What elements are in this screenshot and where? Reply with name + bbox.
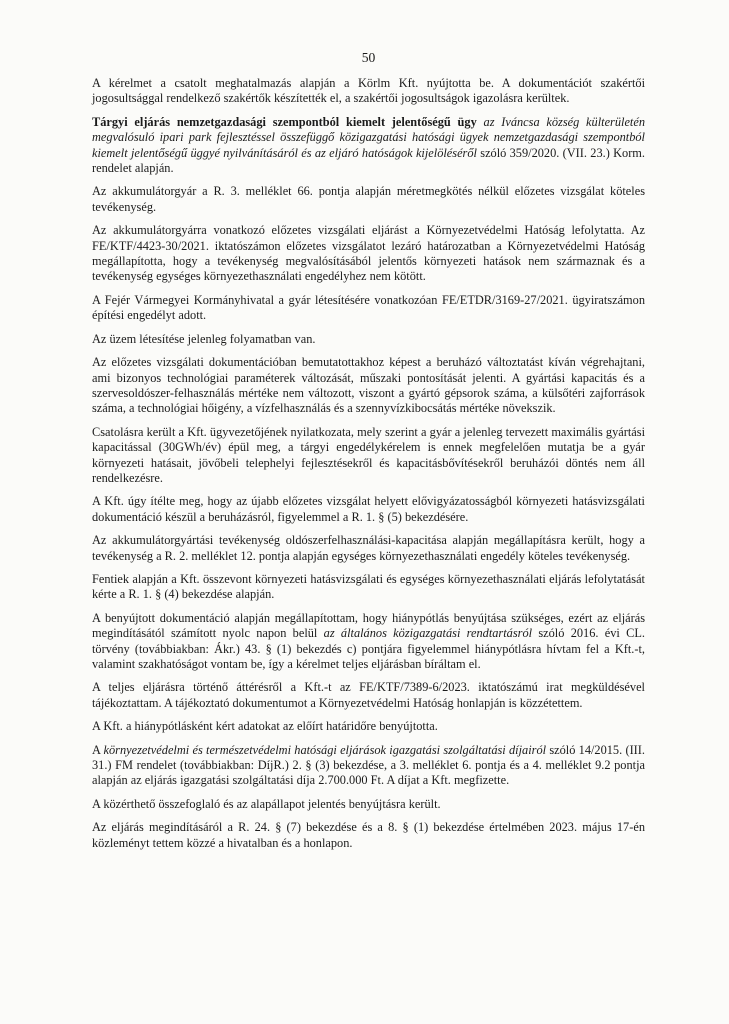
paragraph-6: Az üzem létesítése jelenleg folyamatban van. [92, 331, 316, 346]
paragraph-11: Fentiek alapján a Kft. összevont környezeti hatásvizsgálati és egységes környezethasználati eljárás lefolytatását kérte a R. 1. § (4) bekezdése alapján. [92, 571, 645, 602]
paragraph-14: A Kft. a hiánypótlásként kért adatokat az előírt határidőre benyújtotta. [92, 719, 438, 734]
page-number: 50 [361, 50, 376, 65]
bold-phrase: Tárgyi eljárás nemzetgazdasági szempontból kiemelt jelentőségű ügy [92, 114, 477, 129]
paragraph-1: A kérelmet a csatolt meghatalmazás alapján a Körlm Kft. nyújtotta be. A dokumentációt szakértői jogosultsággal rendelkező szakértők készítették el, a szakértői jogosultságok igazolásra kerültek. [92, 76, 645, 106]
paragraph-5: A Fejér Vármegyei Kormányhivatal a gyár létesítésére vonatkozóan FE/ETDR/3169-27/2021. ügyiratszámon építési engedélyt adott. [92, 292, 645, 323]
paragraph-3: Az akkumulátorgyár a R. 3. melléklet 66. pontja alapján méretmegkötés nélkül előzetes vizsgálat köteles tevékenység. [92, 184, 645, 214]
paragraph-16: A közérthető összefoglaló és az alapállapot jelentés benyújtásra került. [92, 796, 441, 811]
italic-title: környezetvédelmi és természetvédelmi hatósági eljárások igazgatási szolgáltatási díjairól [103, 742, 547, 757]
paragraph-8: Csatolásra került a Kft. ügyvezetőjének nyilatkozata, mely szerint a gyár a jelenleg tervezett maximális gyártási kapacitással (30GWh/év) épül meg, a tárgyi engedélykérelem is ennek megfelelően mutatja be a gyár környezeti hatásait, jövőbeli telephelyi fejlesztésekről és kapacitásbővítésekről beruházói döntés nem áll rendelkezésre. [92, 424, 645, 485]
paragraph-13: A teljes eljárásra történő áttérésről a Kft.-t az FE/KTF/7389-6/2023. iktatószámú irat megküldésével tájékoztattam. A tájékoztató dokumentumot a Környezetvédelmi Hatóság honlapján is közzétettem. [92, 680, 645, 710]
paragraph-7: Az előzetes vizsgálati dokumentációban bemutatottakhoz képest a beruházó változtatást kíván végrehajtani, ami bizonyos technológiai paraméterek változását, műszaki pontosítását jelenti. A gyártási kapacitás és a szervesoldószer-felhasználás mértéke nem változott, viszont a gyártó gépsorok száma, a külsőtéri zajforrások száma, a technológiai hőigény, a vízfelhasználás és a szennyvízkibocsátás mértéke növekszik. [92, 355, 645, 416]
italic-title: az Iváncsa község külterületén megvalósuló ipari park fejlesztéssel összefüggő közigazgatási hatósági ügyek nemzetgazdasági szempontból kiemelt jelentőségű üggyé nyilvánításáról és az eljáró hatóságok kijelöléséről [92, 114, 646, 160]
paragraph-9: A Kft. úgy ítélte meg, hogy az újabb előzetes vizsgálat helyett elővigyázatosságból környezeti hatásvizsgálati dokumentáció készül a beruházásról, figyelemmel a R. 1. § (5) bekezdésére. [92, 494, 645, 524]
paragraph-2: Tárgyi eljárás nemzetgazdasági szempontból kiemelt jelentőségű ügy az Iváncsa község külterületén megvalósuló ipari park fejlesztéssel összefüggő közigazgatási hatósági ügyek nemzetgazdasági szempontból kiemelt jelentőségű üggyé nyilvánításáról és az eljáró hatóságok kijelöléséről szóló 359/2020. (VII. 23.) Korm. rendelet alapján. [92, 114, 646, 176]
italic-title: az általános közigazgatási rendtartásról [323, 626, 533, 641]
paragraph-10: Az akkumulátorgyártási tevékenység oldószerfelhasználási-kapacitása alapján megállapításra került, hogy a tevékenység a R. 2. melléklet 12. pontja alapján egységes környezethasználati engedély köteles tevékenység. [92, 533, 645, 563]
paragraph-4: Az akkumulátorgyárra vonatkozó előzetes vizsgálati eljárást a Környezetvédelmi Hatóság lefolytatta. Az FE/KTF/4423-30/2021. iktatószámon előzetes vizsgálatot lezáró határozatban a Környezetvédelmi Hatóság megállapította, hogy a tevékenység megvalósításából jelentős környezeti hatások nem származnak és a tevékenység egységes környezethasználati engedélyhez nem kötött. [92, 223, 645, 284]
paragraph-15: A környezetvédelmi és természetvédelmi hatósági eljárások igazgatási szolgáltatási díjairól szóló 14/2015. (III. 31.) FM rendelet (továbbiakban: DíjR.) 2. § (3) bekezdése, a 3. melléklet 6. pontja és a 4. melléklet 9.2 pontja alapján az eljárás igazgatási szolgáltatási díja 2.700.000 Ft. A díjat a Kft. megfizette. [92, 742, 645, 788]
paragraph-17: Az eljárás megindításáról a R. 24. § (7) bekezdése és a 8. § (1) bekezdése értelmében 2023. május 17-én közleményt tettem közzé a hivatalban és a honlapon. [92, 820, 645, 850]
paragraph-12: A benyújtott dokumentáció alapján megállapítottam, hogy hiánypótlás benyújtása szükséges, ezért az eljárás megindításától számított nyolc napon belül az általános közigazgatási rendtartásról szóló 2016. évi CL. törvény (továbbiakban: Ákr.) 43. § (1) bekezdés c) pontjára figyelemmel hiánypótlásra hívtam fel a Kft.-t, valamint szakhatóságot vontam be, így a kérelmet teljes eljárásban bíráltam el. [92, 610, 645, 671]
